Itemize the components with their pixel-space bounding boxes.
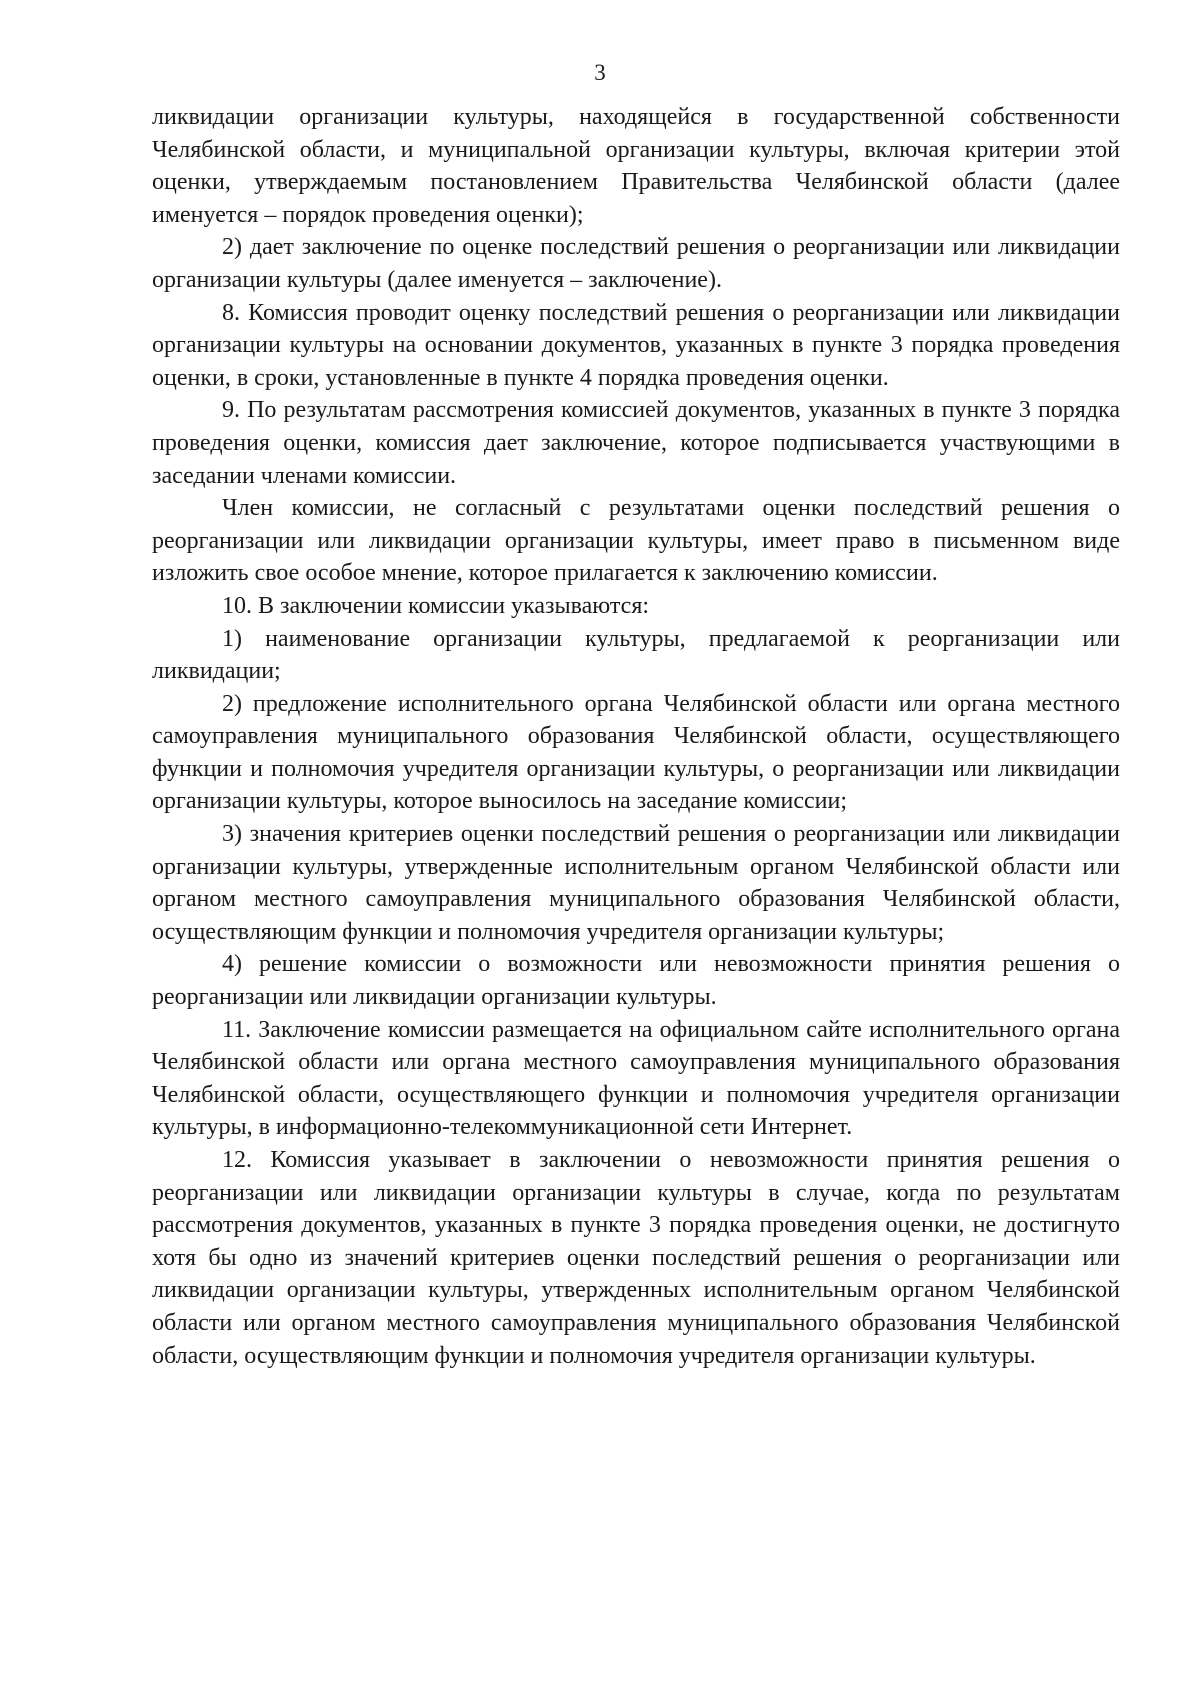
- document-body: [152, 101, 1120, 1372]
- paragraph-clause-10: 10. В заключении комиссии указываются:: [222, 592, 650, 619]
- paragraph-item-1-name: 1) наименование организации культуры, предлагаемой к реорганизации или ликвидации;: [152, 625, 1120, 685]
- paragraph-dissenting-member: Член комиссии, не согласный с результатами оценки последствий решения о реорганизации или ликвидации организации культуры, имеет право в письменном виде изложить свое особое мнение, которое прилагается к заключению комиссии.: [152, 495, 1120, 587]
- paragraph-clause-11: 11. Заключение комиссии размещается на официальном сайте исполнительного органа Челябинской области или органа местного самоуправления муниципального образования Челябинской области, осуществляющего функции и полномочия учредителя организации культуры, в информационно-телекоммуникационной сети Интернет.: [152, 1016, 1120, 1141]
- paragraph-continuation: ликвидации организации культуры, находящейся в государственной собственности Челябинской области, и муниципальной организации культуры, включая критерии этой оценки, утверждаемым постановлением Правительства Челябинской области (далее именуется – порядок проведения оценки);: [152, 104, 1120, 228]
- paragraph-item-4-decision: 4) решение комиссии о возможности или невозможности принятия решения о реорганизации или ликвидации организации культуры.: [152, 951, 1120, 1011]
- paragraph-item-3-criteria: 3) значения критериев оценки последствий решения о реорганизации или ликвидации организации культуры, утвержденные исполнительным органом Челябинской области или органом местного самоуправления муниципального образования Челябинской области, осуществляющим функции и полномочия учредителя организации культуры;: [152, 821, 1120, 945]
- paragraph-item-2-conclusion: 2) дает заключение по оценке последствий решения о реорганизации или ликвидации организации культуры (далее именуется – заключение).: [152, 234, 1120, 293]
- paragraph-clause-8: 8. Комиссия проводит оценку последствий решения о реорганизации или ликвидации организации культуры на основании документов, указанных в пункте 3 порядка проведения оценки, в сроки, установленные в пункте 4 порядка проведения оценки.: [152, 299, 1120, 391]
- paragraph-clause-12: 12. Комиссия указывает в заключении о невозможности принятия решения о реорганизации или ликвидации организации культуры в случае, когда по результатам рассмотрения документов, указанных в пункте 3 порядка проведения оценки, не достигнуто хотя бы одно из значений критериев оценки последствий решения о реорганизации или ликвидации организации культуры, утвержденных исполнительным органом Челябинской области или органом местного самоуправления муниципального образования Челябинской области, осуществляющим функции и полномочия учредителя организации культуры.: [152, 1147, 1120, 1369]
- paragraph-clause-9: 9. По результатам рассмотрения комиссией документов, указанных в пункте 3 порядка проведения оценки, комиссия дает заключение, которое подписывается участвующими в заседании членами комиссии.: [152, 397, 1120, 489]
- paragraph-item-2-proposal: 2) предложение исполнительного органа Челябинской области или органа местного самоуправления муниципального образования Челябинской области, осуществляющего функции и полномочия учредителя организации культуры, о реорганизации или ликвидации организации культуры, которое выносилось на заседание комиссии;: [152, 690, 1120, 815]
- page-number: 3: [594, 60, 606, 85]
